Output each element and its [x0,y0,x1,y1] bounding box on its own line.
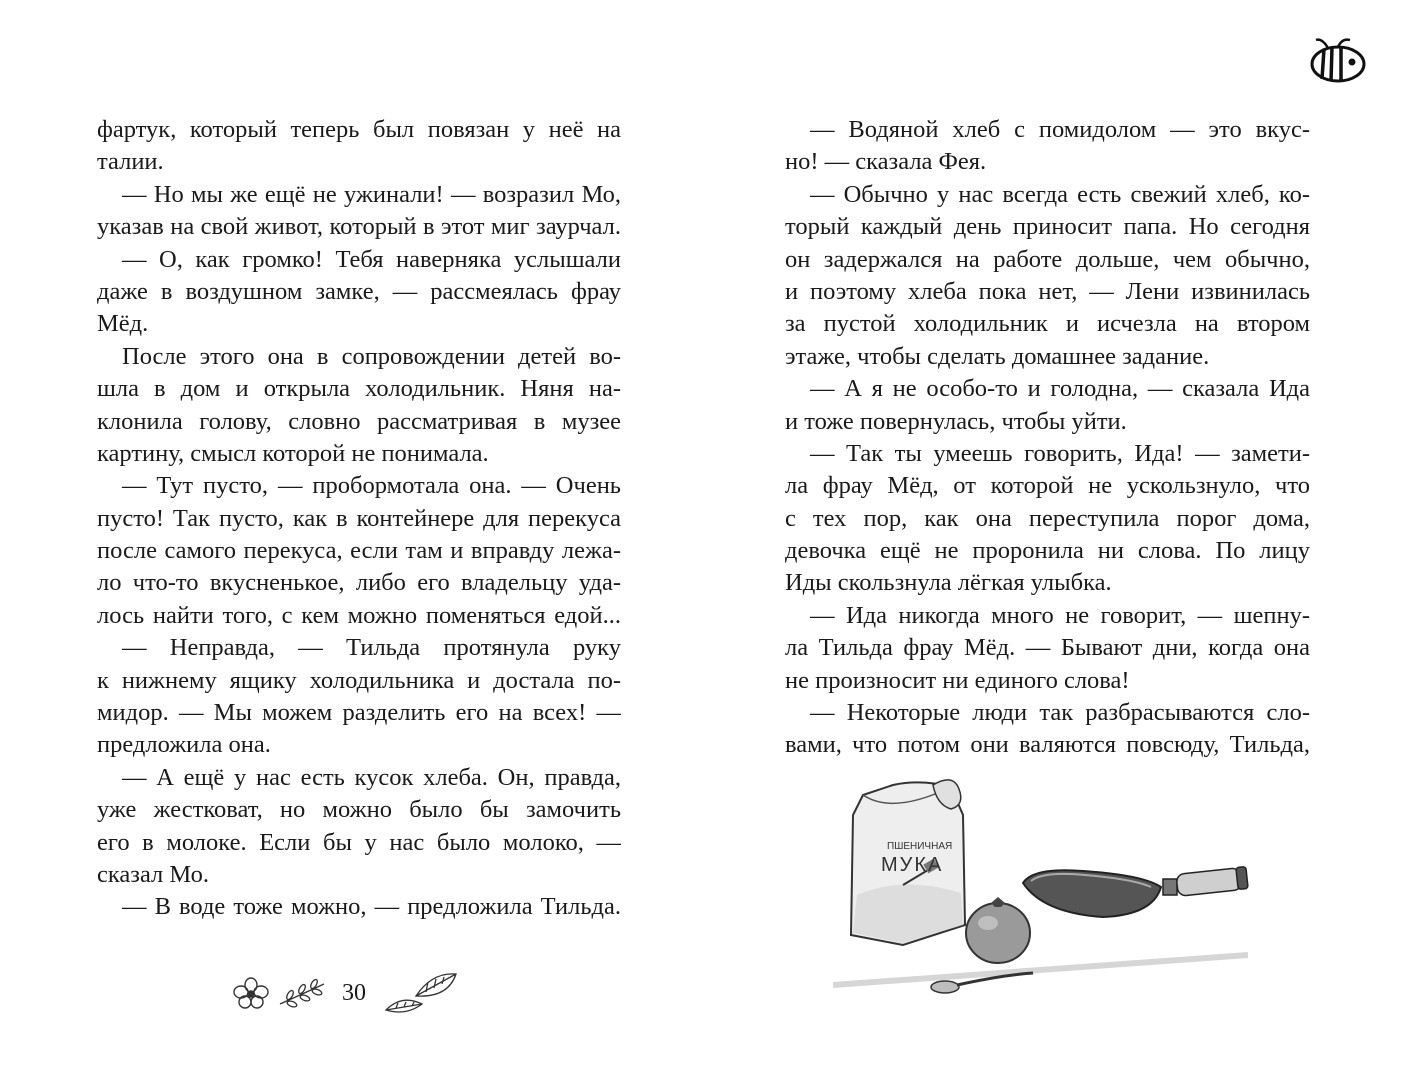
text-line: талии. [97,148,164,176]
right-page-text [785,114,1310,762]
sprig-icon [278,978,326,1008]
text-line: торый каждый день приносит папа. Но сегодня [785,213,1310,241]
flour-bag-label: МУКА [881,854,944,876]
text-line: — Некоторые люди так разбрасываются сло- [810,699,1310,727]
frying-pan-illustration [1023,867,1248,917]
text-line: его в молоке. Если бы у нас было молоко, — [97,828,621,856]
flower-icon [232,976,270,1010]
leaf-icon [382,970,460,1016]
text-line: ло что-то вкусненькое, либо его владельцу уда- [97,569,621,597]
left-page-text [97,114,621,924]
text-line: — Но мы же ещё не ужинали! — возразил Мо, [122,180,621,208]
text-line: Мёд. [97,310,149,338]
tomato-illustration [966,897,1030,963]
flour-bag-illustration [851,780,965,945]
text-line: с тех пор, как она переступила порог дома, [785,504,1310,532]
text-line: мидор. — Мы можем разделить его на всех! — [97,699,621,727]
right-page [703,0,1406,1080]
text-line: лось найти того, с кем можно поменяться едой... [97,601,621,629]
text-line: — Неправда, — Тильда протянула руку [122,634,621,662]
text-line: — О, как громко! Тебя наверняка услышали [122,245,621,273]
text-line: фартук, который теперь был повязан у неё на [97,116,621,143]
text-line: уже жестковат, но можно было бы замочить [97,796,621,824]
text-line: — В воде тоже можно, — предложила Тильда. [122,893,621,921]
text-line: пусто! Так пусто, как в контейнере для перекуса [97,504,621,532]
text-line: даже в воздушном замке, — рассмеялась фрау [97,277,621,305]
text-line: — А ещё у нас есть кусок хлеба. Он, правда, [122,763,621,791]
text-line: — Так ты умеешь говорить, Ида! — замети- [810,439,1310,467]
text-line: к нижнему ящику холодильника и достала по- [97,666,621,694]
folio [232,968,472,1018]
text-line: и тоже повернулась, чтобы уйти. [785,407,1127,435]
text-line: клонила голову, словно рассматривая в музее [97,407,621,435]
text-line: но! — сказала Фея. [785,148,987,176]
table-shadow [833,955,1248,985]
text-line: вами, что потом они валяются повсюду, Тильда, [785,731,1310,759]
text-line: сказал Мо. [97,860,209,888]
text-line: после самого перекуса, если там и вправду лежа- [97,537,621,565]
text-line: этаже, чтобы сделать домашнее задание. [785,342,1210,370]
text-line: и поэтому хлеба пока нет, — Лени извинилась [785,277,1310,305]
text-line: не произносит ни единого слова! [785,666,1130,694]
text-line: ла Тильда фрау Мёд. — Бывают дни, когда она [785,634,1310,662]
text-line: шла в дом и открыла холодильник. Няня на- [97,375,621,403]
kitchen-illustration [833,775,1253,1005]
text-line: за пустой холодильник и исчезла на втором [785,310,1310,338]
text-line: Иды скользнула лёгкая улыбка. [785,569,1112,597]
text-line: После этого она в сопровождении детей во- [122,342,621,370]
text-line: — А я не особо-то и голодна, — сказала Ида [810,375,1310,403]
text-line: — Обычно у нас всегда есть свежий хлеб, ко- [810,180,1310,208]
text-line: предложила она. [97,731,271,759]
text-line: — Ида никогда много не говорит, — шепну- [810,601,1310,629]
text-line: указав на свой живот, который в этот миг заурчал. [97,213,621,241]
text-line: — Водяной хлеб с помидолом — это вкус- [810,116,1310,143]
text-line: картину, смысл которой не понимала. [97,439,489,467]
flour-bag-label-small: ПШЕНИЧНАЯ [887,841,953,852]
text-line: он задержался на работе дольше, чем обычно, [785,245,1310,273]
page-number: 30 [342,979,366,1006]
bee-icon [1308,36,1368,84]
text-line: — Тут пусто, — пробормотала она. — Очень [122,472,621,500]
text-line: девочка ещё не проронила ни слова. По лицу [785,537,1310,565]
text-line: ла фрау Мёд, от которой не ускользнуло, что [785,472,1310,500]
